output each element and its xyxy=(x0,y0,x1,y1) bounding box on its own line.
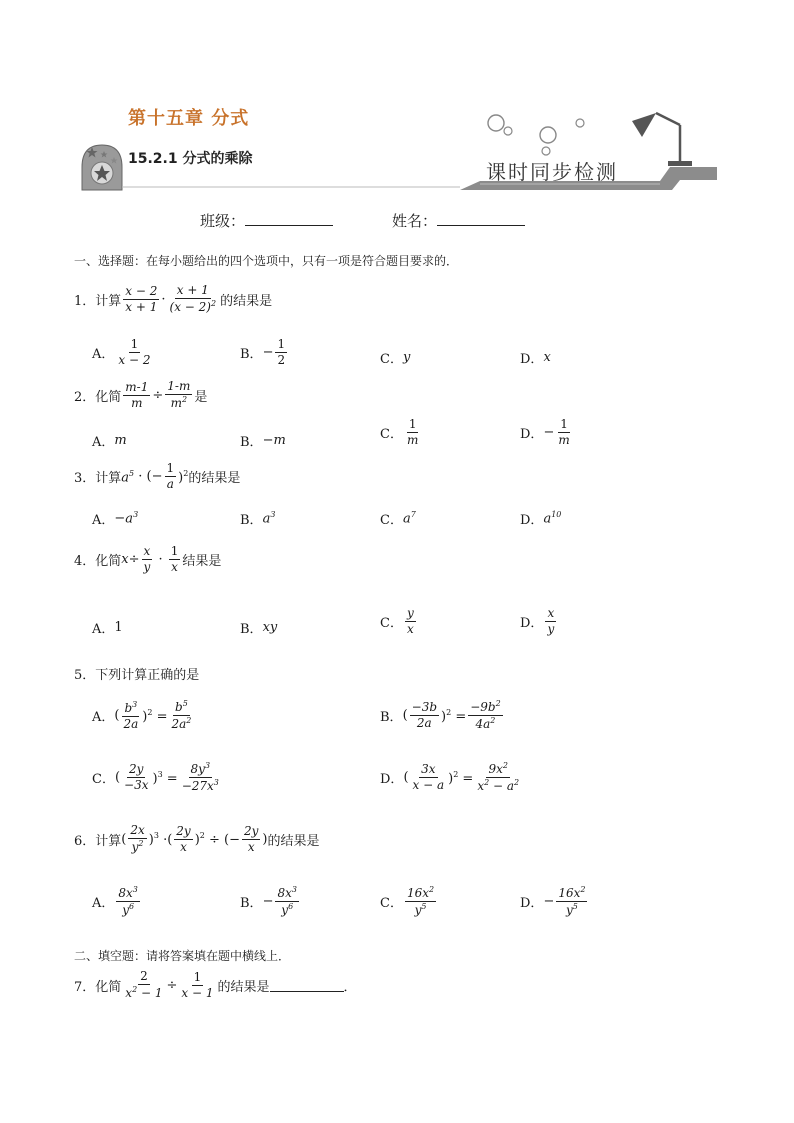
q6-option-a[interactable]: A． $\frac{8x^3}{y^6}$ xyxy=(92,885,138,918)
question-3: 3．计算 $a^5$ · (− $\frac{1}{a}$ )$^2$ 的结果是 xyxy=(74,461,241,492)
question-1: 1．计算 $\frac{x - 2}{x + 1}$ · $\frac{x + 1}{(x - 2)^2}$ 的结果是 xyxy=(74,283,273,315)
q4-label: 4．化简 xyxy=(74,554,122,570)
q3-option-a[interactable]: A． − $a^3$ xyxy=(92,510,139,528)
question-5: 5．下列计算正确的是 xyxy=(74,668,200,683)
q6-label: 6．计算 xyxy=(74,833,122,849)
q6-option-b[interactable]: B． − $\frac{8x^3}{y^6}$ xyxy=(240,885,297,918)
q3-option-d[interactable]: D． $a^{10}$ xyxy=(520,510,562,528)
q4-option-b[interactable]: B． xy xyxy=(240,620,278,637)
q5-option-d[interactable]: D． ( $\frac{3x}{x - a}$ )$^2$ = $\frac{9x^2}{x^2 - a^2}$ xyxy=(380,761,520,794)
q2-option-d[interactable]: D． − $\frac{1}{m}$ xyxy=(520,417,570,448)
class-field xyxy=(200,210,333,231)
section-title: 15.2.1 分式的乘除 xyxy=(128,151,253,167)
class-label: 班级： xyxy=(200,212,246,230)
name-blank[interactable] xyxy=(437,211,525,226)
part1-heading: 一、选择题：在每小题给出的四个选项中，只有一项是符合题目要求的． xyxy=(74,254,459,268)
q1-frac-1: $\frac{x - 2}{x + 1}$ xyxy=(125,283,158,314)
q3-option-b[interactable]: B． $a^3$ xyxy=(240,510,276,528)
part2-heading: 二、填空题：请将答案填在题中横线上． xyxy=(74,949,291,963)
q2-option-b[interactable]: B． −m xyxy=(240,433,286,450)
q1-frac-2: $\frac{x + 1}{(x - 2)^2}$ xyxy=(169,283,217,315)
q5-option-b[interactable]: B． ( $\frac{-3b}{2a}$ )$^2$ = $\frac{-9b^2}{4a^2}$ xyxy=(380,699,501,732)
q1-option-d[interactable]: D． x xyxy=(520,350,551,367)
q6-option-d[interactable]: D． − $\frac{16x^2}{y^5}$ xyxy=(520,885,586,918)
q7-suffix: 的结果是 xyxy=(217,979,270,995)
q1-option-a[interactable]: A． $\frac{1}{x - 2}$ xyxy=(92,337,151,368)
name-label: 姓名： xyxy=(392,212,438,230)
q7-label: 7．化简 xyxy=(74,979,122,995)
q2-suffix: 是 xyxy=(194,389,208,405)
name-field xyxy=(392,210,525,231)
chapter-title: 第十五章 分式 xyxy=(128,108,250,129)
question-6: 6．计算 ( $\frac{2x}{y^2}$ )$^3$ ·( $\frac{2y}{x}$ )$^2$ ÷ (− $\frac{2y}{x}$ ) 的结果是 xyxy=(74,823,320,855)
q1-option-b[interactable]: B． − $\frac{1}{2}$ xyxy=(240,337,286,368)
q4-option-a[interactable]: A． 1 xyxy=(92,620,123,637)
q1-label: 1．计算 xyxy=(74,293,122,309)
question-7: 7．化简 $\frac{2}{x^2 - 1}$ ÷ $\frac{1}{x - 1}$ 的结果是 ． xyxy=(74,969,357,1001)
question-2: 2．化简 $\frac{m-1}{m}$ ÷ $\frac{1-m}{m^2}$ 是 xyxy=(74,379,208,411)
q7-answer-blank[interactable] xyxy=(270,979,344,992)
q2-option-c[interactable]: C． $\frac{1}{m}$ xyxy=(380,417,419,448)
question-4: 4．化简 x ÷ $\frac{x}{y}$ · $\frac{1}{x}$ 结果是 xyxy=(74,544,222,575)
q5-option-c[interactable]: C． ( $\frac{2y}{-3x}$ )$^3$ = $\frac{8y^3}{-27x^3}$ xyxy=(92,761,219,794)
q3-option-c[interactable]: C． $a^7$ xyxy=(380,510,416,528)
class-blank[interactable] xyxy=(245,211,333,226)
q6-option-c[interactable]: C． $\frac{16x^2}{y^5}$ xyxy=(380,885,435,918)
brand-title: 课时同步检测 xyxy=(486,160,618,184)
q3-label: 3．计算 xyxy=(74,471,122,487)
q2-label: 2．化简 xyxy=(74,389,122,405)
q4-option-d[interactable]: D． $\frac{x}{y}$ xyxy=(520,606,555,637)
q3-suffix: 的结果是 xyxy=(188,471,241,487)
q1-suffix: 的结果是 xyxy=(220,293,273,309)
q2-option-a[interactable]: A． m xyxy=(92,433,127,450)
q4-suffix: 结果是 xyxy=(182,554,222,570)
q6-suffix: 的结果是 xyxy=(267,833,320,849)
q4-option-c[interactable]: C． $\frac{y}{x}$ xyxy=(380,606,414,637)
q5-option-a[interactable]: A． ( $\frac{b^3}{2a}$ )$^2$ = $\frac{b^5}{2a^2}$ xyxy=(92,699,192,732)
q1-option-c[interactable]: C． y xyxy=(380,350,411,367)
